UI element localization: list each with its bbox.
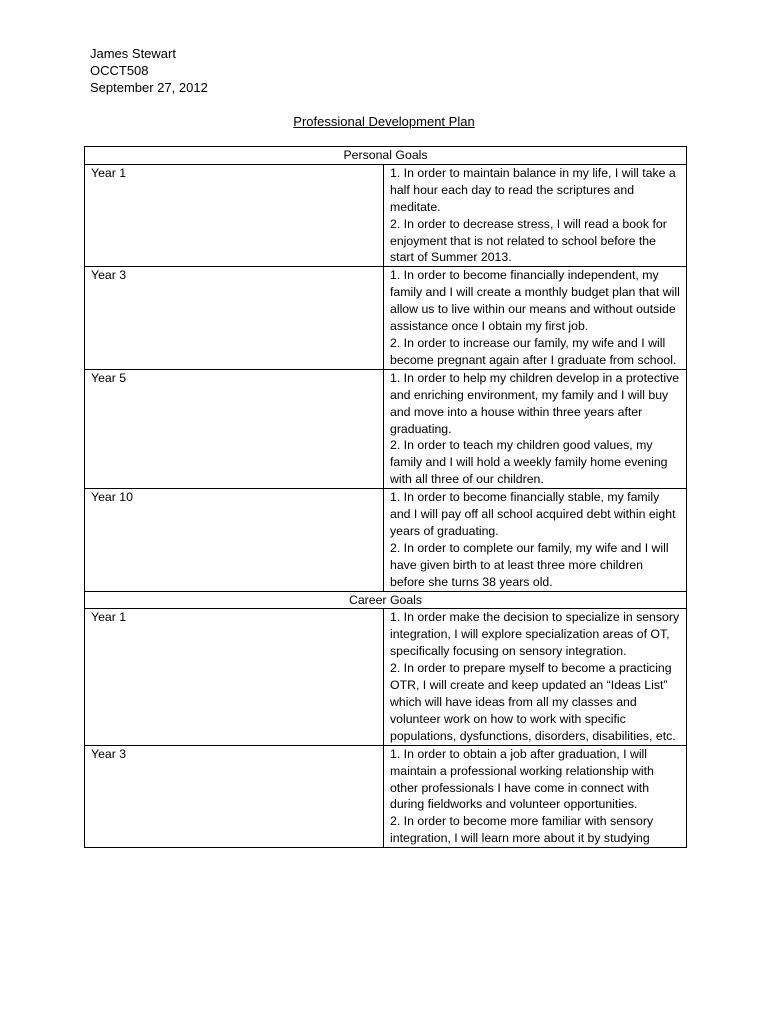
goal-text: 1. In order to obtain a job after graduation, I will maintain a professional working relationship with other professionals I have come in connect with during fieldworks and volunteer opportunities. <box>390 746 654 812</box>
goals-cell <box>384 164 687 266</box>
table-row <box>85 489 687 591</box>
goal-text: 1. In order to become financially independent, my family and I will create a monthly budget plan that will allow us to live within our means and without outside assistance once I obtain my first job. <box>390 268 680 334</box>
year-label: Year 3 <box>85 745 384 847</box>
goals-cell <box>384 489 687 591</box>
section-header-row <box>85 591 687 609</box>
section-header-row <box>85 147 687 165</box>
table-row <box>85 609 687 745</box>
goal-text: 2. In order to complete our family, my wife and I will have given birth to at least three more children before she turns 38 years old. <box>390 540 669 589</box>
goals-table <box>84 146 687 848</box>
goal-text: 1. In order to maintain balance in my life, I will take a half hour each day to read the scriptures and meditate. <box>390 165 676 214</box>
author-header <box>90 45 208 96</box>
goal-text: 2. In order to teach my children good values, my family and I will hold a weekly family home evening with all three of our children. <box>390 438 668 487</box>
table-row <box>85 164 687 266</box>
table-row <box>85 267 687 369</box>
year-label: Year 10 <box>85 489 384 591</box>
course-code: OCCT508 <box>90 63 149 78</box>
personal-goals-heading: Personal Goals <box>85 147 687 165</box>
goals-cell <box>384 745 687 847</box>
page-title: Professional Development Plan <box>293 114 475 129</box>
goal-text: 2. In order to decrease stress, I will read a book for enjoyment that is not related to school before the start of Summer 2013. <box>390 216 667 265</box>
year-label: Year 1 <box>85 164 384 266</box>
goal-text: 2. In order to become more familiar with sensory integration, I will learn more about it by studying <box>390 814 654 846</box>
author-name: James Stewart <box>90 46 176 61</box>
year-label: Year 3 <box>85 267 384 369</box>
table-row <box>85 369 687 488</box>
document-date: September 27, 2012 <box>90 80 208 95</box>
goals-cell <box>384 609 687 745</box>
table-row <box>85 745 687 847</box>
year-label: Year 1 <box>85 609 384 745</box>
goal-text: 1. In order to become financially stable, my family and I will pay off all school acquired debt within eight years of graduating. <box>390 490 676 538</box>
goals-cell <box>384 369 687 488</box>
year-label: Year 5 <box>85 369 384 488</box>
goal-text: 2. In order to increase our family, my wife and I will become pregnant again after I graduate from school. <box>390 335 677 367</box>
career-goals-heading: Career Goals <box>85 591 687 609</box>
goal-text: 1. In order make the decision to specialize in sensory integration, I will explore specialization areas of OT, specifically focusing on sensory integration. <box>390 610 680 659</box>
goal-text: 2. In order to prepare myself to become a practicing OTR, I will create and keep updated an “Ideas List” which will have ideas from all my classes and volunteer work on how to work with specific populations, dysfunctions, disorders, disabilities, etc. <box>390 661 676 743</box>
goals-cell <box>384 267 687 369</box>
goal-text: 1. In order to help my children develop in a protective and enriching environment, my family and I will buy and move into a house within three years after graduating. <box>390 370 680 436</box>
